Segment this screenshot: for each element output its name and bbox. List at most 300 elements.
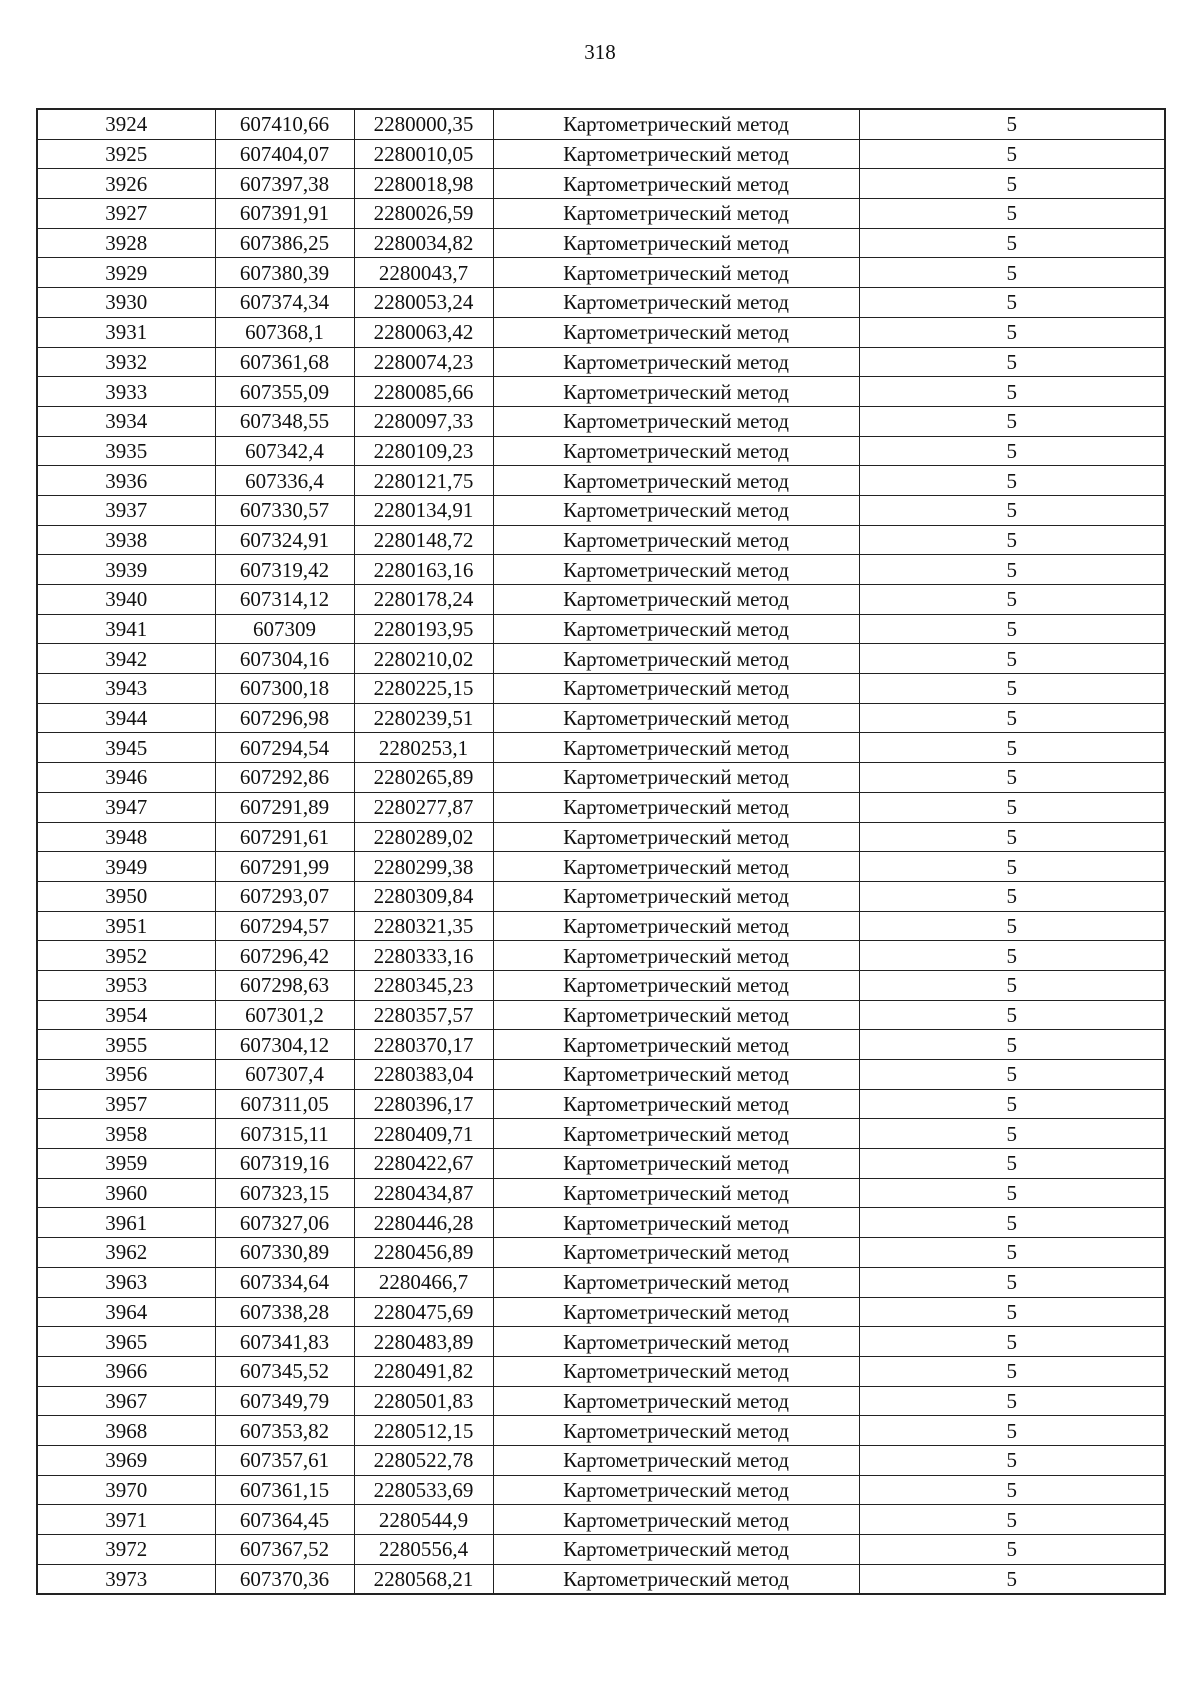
method-cell: Картометрический метод bbox=[493, 288, 859, 318]
accuracy-cell: 5 bbox=[859, 288, 1165, 318]
y-coordinate-cell: 2280321,35 bbox=[354, 911, 493, 941]
table-row bbox=[37, 1119, 1165, 1149]
y-coordinate-cell: 2280053,24 bbox=[354, 288, 493, 318]
table-row bbox=[37, 317, 1165, 347]
accuracy-cell: 5 bbox=[859, 585, 1165, 615]
y-coordinate-cell: 2280000,35 bbox=[354, 109, 493, 139]
table-row bbox=[37, 495, 1165, 525]
method-cell: Картометрический метод bbox=[493, 109, 859, 139]
table-row bbox=[37, 555, 1165, 585]
accuracy-cell: 5 bbox=[859, 1060, 1165, 1090]
y-coordinate-cell: 2280178,24 bbox=[354, 585, 493, 615]
accuracy-cell: 5 bbox=[859, 1564, 1165, 1594]
table-row bbox=[37, 258, 1165, 288]
point-number-cell: 3944 bbox=[37, 703, 215, 733]
point-number-cell: 3961 bbox=[37, 1208, 215, 1238]
accuracy-cell: 5 bbox=[859, 347, 1165, 377]
table-row bbox=[37, 674, 1165, 704]
table-row bbox=[37, 109, 1165, 139]
point-number-cell: 3932 bbox=[37, 347, 215, 377]
point-number-cell: 3952 bbox=[37, 941, 215, 971]
point-number-cell: 3972 bbox=[37, 1535, 215, 1565]
point-number-cell: 3954 bbox=[37, 1000, 215, 1030]
accuracy-cell: 5 bbox=[859, 1208, 1165, 1238]
x-coordinate-cell: 607348,55 bbox=[215, 406, 354, 436]
table-row bbox=[37, 1208, 1165, 1238]
y-coordinate-cell: 2280466,7 bbox=[354, 1267, 493, 1297]
point-number-cell: 3950 bbox=[37, 881, 215, 911]
accuracy-cell: 5 bbox=[859, 377, 1165, 407]
point-number-cell: 3939 bbox=[37, 555, 215, 585]
y-coordinate-cell: 2280121,75 bbox=[354, 466, 493, 496]
accuracy-cell: 5 bbox=[859, 1267, 1165, 1297]
point-number-cell: 3926 bbox=[37, 169, 215, 199]
accuracy-cell: 5 bbox=[859, 822, 1165, 852]
x-coordinate-cell: 607361,15 bbox=[215, 1475, 354, 1505]
x-coordinate-cell: 607380,39 bbox=[215, 258, 354, 288]
method-cell: Картометрический метод bbox=[493, 1238, 859, 1268]
method-cell: Картометрический метод bbox=[493, 941, 859, 971]
method-cell: Картометрический метод bbox=[493, 1060, 859, 1090]
table-row bbox=[37, 1089, 1165, 1119]
method-cell: Картометрический метод bbox=[493, 1475, 859, 1505]
table-row bbox=[37, 822, 1165, 852]
x-coordinate-cell: 607291,61 bbox=[215, 822, 354, 852]
y-coordinate-cell: 2280475,69 bbox=[354, 1297, 493, 1327]
method-cell: Картометрический метод bbox=[493, 495, 859, 525]
method-cell: Картометрический метод bbox=[493, 228, 859, 258]
method-cell: Картометрический метод bbox=[493, 1386, 859, 1416]
table-row bbox=[37, 1445, 1165, 1475]
point-number-cell: 3957 bbox=[37, 1089, 215, 1119]
table-row bbox=[37, 199, 1165, 229]
method-cell: Картометрический метод bbox=[493, 1356, 859, 1386]
y-coordinate-cell: 2280522,78 bbox=[354, 1445, 493, 1475]
x-coordinate-cell: 607370,36 bbox=[215, 1564, 354, 1594]
point-number-cell: 3965 bbox=[37, 1327, 215, 1357]
table-row bbox=[37, 1297, 1165, 1327]
y-coordinate-cell: 2280333,16 bbox=[354, 941, 493, 971]
x-coordinate-cell: 607294,54 bbox=[215, 733, 354, 763]
point-number-cell: 3966 bbox=[37, 1356, 215, 1386]
accuracy-cell: 5 bbox=[859, 614, 1165, 644]
method-cell: Картометрический метод bbox=[493, 1327, 859, 1357]
x-coordinate-cell: 607330,89 bbox=[215, 1238, 354, 1268]
accuracy-cell: 5 bbox=[859, 1416, 1165, 1446]
accuracy-cell: 5 bbox=[859, 763, 1165, 793]
method-cell: Картометрический метод bbox=[493, 763, 859, 793]
point-number-cell: 3943 bbox=[37, 674, 215, 704]
method-cell: Картометрический метод bbox=[493, 733, 859, 763]
point-number-cell: 3951 bbox=[37, 911, 215, 941]
method-cell: Картометрический метод bbox=[493, 317, 859, 347]
method-cell: Картометрический метод bbox=[493, 822, 859, 852]
accuracy-cell: 5 bbox=[859, 1386, 1165, 1416]
table-row bbox=[37, 970, 1165, 1000]
accuracy-cell: 5 bbox=[859, 228, 1165, 258]
point-number-cell: 3960 bbox=[37, 1178, 215, 1208]
table-row bbox=[37, 1149, 1165, 1179]
table-row bbox=[37, 1535, 1165, 1565]
method-cell: Картометрический метод bbox=[493, 555, 859, 585]
accuracy-cell: 5 bbox=[859, 199, 1165, 229]
accuracy-cell: 5 bbox=[859, 1356, 1165, 1386]
table-row bbox=[37, 1238, 1165, 1268]
x-coordinate-cell: 607307,4 bbox=[215, 1060, 354, 1090]
y-coordinate-cell: 2280396,17 bbox=[354, 1089, 493, 1119]
method-cell: Картометрический метод bbox=[493, 258, 859, 288]
x-coordinate-cell: 607291,89 bbox=[215, 792, 354, 822]
table-row bbox=[37, 733, 1165, 763]
x-coordinate-cell: 607338,28 bbox=[215, 1297, 354, 1327]
accuracy-cell: 5 bbox=[859, 555, 1165, 585]
y-coordinate-cell: 2280568,21 bbox=[354, 1564, 493, 1594]
x-coordinate-cell: 607336,4 bbox=[215, 466, 354, 496]
method-cell: Картометрический метод bbox=[493, 1416, 859, 1446]
point-number-cell: 3930 bbox=[37, 288, 215, 318]
point-number-cell: 3949 bbox=[37, 852, 215, 882]
table-row bbox=[37, 347, 1165, 377]
table-row bbox=[37, 1475, 1165, 1505]
point-number-cell: 3934 bbox=[37, 406, 215, 436]
y-coordinate-cell: 2280422,67 bbox=[354, 1149, 493, 1179]
table-row bbox=[37, 1060, 1165, 1090]
accuracy-cell: 5 bbox=[859, 1297, 1165, 1327]
method-cell: Картометрический метод bbox=[493, 792, 859, 822]
page-number: 318 bbox=[584, 40, 616, 64]
accuracy-cell: 5 bbox=[859, 911, 1165, 941]
point-number-cell: 3959 bbox=[37, 1149, 215, 1179]
point-number-cell: 3945 bbox=[37, 733, 215, 763]
point-number-cell: 3940 bbox=[37, 585, 215, 615]
x-coordinate-cell: 607311,05 bbox=[215, 1089, 354, 1119]
point-number-cell: 3956 bbox=[37, 1060, 215, 1090]
table-row bbox=[37, 1356, 1165, 1386]
method-cell: Картометрический метод bbox=[493, 1119, 859, 1149]
y-coordinate-cell: 2280456,89 bbox=[354, 1238, 493, 1268]
y-coordinate-cell: 2280299,38 bbox=[354, 852, 493, 882]
x-coordinate-cell: 607342,4 bbox=[215, 436, 354, 466]
y-coordinate-cell: 2280357,57 bbox=[354, 1000, 493, 1030]
table-row bbox=[37, 1030, 1165, 1060]
y-coordinate-cell: 2280265,89 bbox=[354, 763, 493, 793]
point-number-cell: 3928 bbox=[37, 228, 215, 258]
accuracy-cell: 5 bbox=[859, 258, 1165, 288]
y-coordinate-cell: 2280043,7 bbox=[354, 258, 493, 288]
point-number-cell: 3973 bbox=[37, 1564, 215, 1594]
method-cell: Картометрический метод bbox=[493, 199, 859, 229]
point-number-cell: 3935 bbox=[37, 436, 215, 466]
x-coordinate-cell: 607386,25 bbox=[215, 228, 354, 258]
table-row bbox=[37, 792, 1165, 822]
y-coordinate-cell: 2280026,59 bbox=[354, 199, 493, 229]
y-coordinate-cell: 2280148,72 bbox=[354, 525, 493, 555]
point-number-cell: 3946 bbox=[37, 763, 215, 793]
method-cell: Картометрический метод bbox=[493, 347, 859, 377]
accuracy-cell: 5 bbox=[859, 1089, 1165, 1119]
method-cell: Картометрический метод bbox=[493, 1208, 859, 1238]
point-number-cell: 3963 bbox=[37, 1267, 215, 1297]
table-row bbox=[37, 525, 1165, 555]
x-coordinate-cell: 607294,57 bbox=[215, 911, 354, 941]
method-cell: Картометрический метод bbox=[493, 1564, 859, 1594]
table-row bbox=[37, 614, 1165, 644]
y-coordinate-cell: 2280085,66 bbox=[354, 377, 493, 407]
accuracy-cell: 5 bbox=[859, 1327, 1165, 1357]
y-coordinate-cell: 2280383,04 bbox=[354, 1060, 493, 1090]
y-coordinate-cell: 2280309,84 bbox=[354, 881, 493, 911]
x-coordinate-cell: 607345,52 bbox=[215, 1356, 354, 1386]
x-coordinate-cell: 607330,57 bbox=[215, 495, 354, 525]
x-coordinate-cell: 607368,1 bbox=[215, 317, 354, 347]
accuracy-cell: 5 bbox=[859, 466, 1165, 496]
method-cell: Картометрический метод bbox=[493, 1267, 859, 1297]
y-coordinate-cell: 2280491,82 bbox=[354, 1356, 493, 1386]
accuracy-cell: 5 bbox=[859, 1030, 1165, 1060]
point-number-cell: 3937 bbox=[37, 495, 215, 525]
x-coordinate-cell: 607334,64 bbox=[215, 1267, 354, 1297]
method-cell: Картометрический метод bbox=[493, 1000, 859, 1030]
point-number-cell: 3929 bbox=[37, 258, 215, 288]
method-cell: Картометрический метод bbox=[493, 703, 859, 733]
x-coordinate-cell: 607315,11 bbox=[215, 1119, 354, 1149]
y-coordinate-cell: 2280370,17 bbox=[354, 1030, 493, 1060]
method-cell: Картометрический метод bbox=[493, 406, 859, 436]
y-coordinate-cell: 2280289,02 bbox=[354, 822, 493, 852]
table-row bbox=[37, 377, 1165, 407]
y-coordinate-cell: 2280074,23 bbox=[354, 347, 493, 377]
point-number-cell: 3938 bbox=[37, 525, 215, 555]
table-row bbox=[37, 585, 1165, 615]
method-cell: Картометрический метод bbox=[493, 139, 859, 169]
point-number-cell: 3962 bbox=[37, 1238, 215, 1268]
point-number-cell: 3964 bbox=[37, 1297, 215, 1327]
method-cell: Картометрический метод bbox=[493, 1445, 859, 1475]
method-cell: Картометрический метод bbox=[493, 1505, 859, 1535]
point-number-cell: 3967 bbox=[37, 1386, 215, 1416]
table-row bbox=[37, 644, 1165, 674]
accuracy-cell: 5 bbox=[859, 1238, 1165, 1268]
point-number-cell: 3970 bbox=[37, 1475, 215, 1505]
accuracy-cell: 5 bbox=[859, 139, 1165, 169]
table-row bbox=[37, 1267, 1165, 1297]
x-coordinate-cell: 607293,07 bbox=[215, 881, 354, 911]
table-row bbox=[37, 1000, 1165, 1030]
method-cell: Картометрический метод bbox=[493, 1297, 859, 1327]
method-cell: Картометрический метод bbox=[493, 970, 859, 1000]
x-coordinate-cell: 607353,82 bbox=[215, 1416, 354, 1446]
table-row bbox=[37, 139, 1165, 169]
accuracy-cell: 5 bbox=[859, 109, 1165, 139]
accuracy-cell: 5 bbox=[859, 733, 1165, 763]
y-coordinate-cell: 2280345,23 bbox=[354, 970, 493, 1000]
x-coordinate-cell: 607309 bbox=[215, 614, 354, 644]
table-row bbox=[37, 763, 1165, 793]
point-number-cell: 3955 bbox=[37, 1030, 215, 1060]
accuracy-cell: 5 bbox=[859, 1000, 1165, 1030]
y-coordinate-cell: 2280163,16 bbox=[354, 555, 493, 585]
table-row bbox=[37, 288, 1165, 318]
table-row bbox=[37, 703, 1165, 733]
x-coordinate-cell: 607397,38 bbox=[215, 169, 354, 199]
accuracy-cell: 5 bbox=[859, 1149, 1165, 1179]
method-cell: Картометрический метод bbox=[493, 881, 859, 911]
table-row bbox=[37, 1386, 1165, 1416]
x-coordinate-cell: 607374,34 bbox=[215, 288, 354, 318]
y-coordinate-cell: 2280010,05 bbox=[354, 139, 493, 169]
y-coordinate-cell: 2280034,82 bbox=[354, 228, 493, 258]
y-coordinate-cell: 2280483,89 bbox=[354, 1327, 493, 1357]
accuracy-cell: 5 bbox=[859, 852, 1165, 882]
method-cell: Картометрический метод bbox=[493, 674, 859, 704]
x-coordinate-cell: 607319,16 bbox=[215, 1149, 354, 1179]
table-row bbox=[37, 169, 1165, 199]
accuracy-cell: 5 bbox=[859, 169, 1165, 199]
accuracy-cell: 5 bbox=[859, 1535, 1165, 1565]
x-coordinate-cell: 607324,91 bbox=[215, 525, 354, 555]
accuracy-cell: 5 bbox=[859, 317, 1165, 347]
y-coordinate-cell: 2280446,28 bbox=[354, 1208, 493, 1238]
table-row bbox=[37, 1564, 1165, 1594]
accuracy-cell: 5 bbox=[859, 881, 1165, 911]
point-number-cell: 3936 bbox=[37, 466, 215, 496]
y-coordinate-cell: 2280544,9 bbox=[354, 1505, 493, 1535]
table-row bbox=[37, 1327, 1165, 1357]
x-coordinate-cell: 607292,86 bbox=[215, 763, 354, 793]
y-coordinate-cell: 2280409,71 bbox=[354, 1119, 493, 1149]
table-row bbox=[37, 911, 1165, 941]
accuracy-cell: 5 bbox=[859, 703, 1165, 733]
accuracy-cell: 5 bbox=[859, 674, 1165, 704]
accuracy-cell: 5 bbox=[859, 1445, 1165, 1475]
table-row bbox=[37, 941, 1165, 971]
table-row bbox=[37, 852, 1165, 882]
table-row bbox=[37, 1505, 1165, 1535]
table-row bbox=[37, 1178, 1165, 1208]
method-cell: Картометрический метод bbox=[493, 911, 859, 941]
table-row bbox=[37, 406, 1165, 436]
x-coordinate-cell: 607304,16 bbox=[215, 644, 354, 674]
y-coordinate-cell: 2280239,51 bbox=[354, 703, 493, 733]
point-number-cell: 3931 bbox=[37, 317, 215, 347]
table-row bbox=[37, 466, 1165, 496]
accuracy-cell: 5 bbox=[859, 406, 1165, 436]
accuracy-cell: 5 bbox=[859, 970, 1165, 1000]
accuracy-cell: 5 bbox=[859, 1505, 1165, 1535]
table-row bbox=[37, 436, 1165, 466]
point-number-cell: 3948 bbox=[37, 822, 215, 852]
y-coordinate-cell: 2280097,33 bbox=[354, 406, 493, 436]
point-number-cell: 3933 bbox=[37, 377, 215, 407]
method-cell: Картометрический метод bbox=[493, 377, 859, 407]
method-cell: Картометрический метод bbox=[493, 614, 859, 644]
accuracy-cell: 5 bbox=[859, 1119, 1165, 1149]
y-coordinate-cell: 2280210,02 bbox=[354, 644, 493, 674]
method-cell: Картометрический метод bbox=[493, 644, 859, 674]
x-coordinate-cell: 607364,45 bbox=[215, 1505, 354, 1535]
method-cell: Картометрический метод bbox=[493, 1149, 859, 1179]
x-coordinate-cell: 607300,18 bbox=[215, 674, 354, 704]
method-cell: Картометрический метод bbox=[493, 1178, 859, 1208]
y-coordinate-cell: 2280018,98 bbox=[354, 169, 493, 199]
x-coordinate-cell: 607355,09 bbox=[215, 377, 354, 407]
method-cell: Картометрический метод bbox=[493, 525, 859, 555]
y-coordinate-cell: 2280225,15 bbox=[354, 674, 493, 704]
coordinates-table-body bbox=[37, 109, 1165, 1594]
y-coordinate-cell: 2280193,95 bbox=[354, 614, 493, 644]
coordinates-table bbox=[36, 108, 1166, 1595]
point-number-cell: 3958 bbox=[37, 1119, 215, 1149]
x-coordinate-cell: 607314,12 bbox=[215, 585, 354, 615]
y-coordinate-cell: 2280063,42 bbox=[354, 317, 493, 347]
x-coordinate-cell: 607327,06 bbox=[215, 1208, 354, 1238]
accuracy-cell: 5 bbox=[859, 1178, 1165, 1208]
y-coordinate-cell: 2280501,83 bbox=[354, 1386, 493, 1416]
x-coordinate-cell: 607301,2 bbox=[215, 1000, 354, 1030]
table-row bbox=[37, 881, 1165, 911]
accuracy-cell: 5 bbox=[859, 436, 1165, 466]
point-number-cell: 3968 bbox=[37, 1416, 215, 1446]
x-coordinate-cell: 607291,99 bbox=[215, 852, 354, 882]
y-coordinate-cell: 2280277,87 bbox=[354, 792, 493, 822]
x-coordinate-cell: 607404,07 bbox=[215, 139, 354, 169]
x-coordinate-cell: 607357,61 bbox=[215, 1445, 354, 1475]
point-number-cell: 3947 bbox=[37, 792, 215, 822]
accuracy-cell: 5 bbox=[859, 1475, 1165, 1505]
method-cell: Картометрический метод bbox=[493, 585, 859, 615]
method-cell: Картометрический метод bbox=[493, 852, 859, 882]
accuracy-cell: 5 bbox=[859, 495, 1165, 525]
x-coordinate-cell: 607349,79 bbox=[215, 1386, 354, 1416]
method-cell: Картометрический метод bbox=[493, 1535, 859, 1565]
method-cell: Картометрический метод bbox=[493, 1089, 859, 1119]
point-number-cell: 3942 bbox=[37, 644, 215, 674]
point-number-cell: 3969 bbox=[37, 1445, 215, 1475]
y-coordinate-cell: 2280512,15 bbox=[354, 1416, 493, 1446]
x-coordinate-cell: 607296,42 bbox=[215, 941, 354, 971]
accuracy-cell: 5 bbox=[859, 525, 1165, 555]
method-cell: Картометрический метод bbox=[493, 1030, 859, 1060]
method-cell: Картометрический метод bbox=[493, 466, 859, 496]
accuracy-cell: 5 bbox=[859, 644, 1165, 674]
x-coordinate-cell: 607296,98 bbox=[215, 703, 354, 733]
y-coordinate-cell: 2280253,1 bbox=[354, 733, 493, 763]
y-coordinate-cell: 2280556,4 bbox=[354, 1535, 493, 1565]
y-coordinate-cell: 2280134,91 bbox=[354, 495, 493, 525]
x-coordinate-cell: 607391,91 bbox=[215, 199, 354, 229]
x-coordinate-cell: 607298,63 bbox=[215, 970, 354, 1000]
table-row bbox=[37, 1416, 1165, 1446]
y-coordinate-cell: 2280434,87 bbox=[354, 1178, 493, 1208]
accuracy-cell: 5 bbox=[859, 792, 1165, 822]
x-coordinate-cell: 607361,68 bbox=[215, 347, 354, 377]
point-number-cell: 3924 bbox=[37, 109, 215, 139]
x-coordinate-cell: 607323,15 bbox=[215, 1178, 354, 1208]
x-coordinate-cell: 607410,66 bbox=[215, 109, 354, 139]
table-row bbox=[37, 228, 1165, 258]
x-coordinate-cell: 607304,12 bbox=[215, 1030, 354, 1060]
point-number-cell: 3927 bbox=[37, 199, 215, 229]
accuracy-cell: 5 bbox=[859, 941, 1165, 971]
point-number-cell: 3941 bbox=[37, 614, 215, 644]
point-number-cell: 3971 bbox=[37, 1505, 215, 1535]
x-coordinate-cell: 607319,42 bbox=[215, 555, 354, 585]
y-coordinate-cell: 2280533,69 bbox=[354, 1475, 493, 1505]
method-cell: Картометрический метод bbox=[493, 169, 859, 199]
point-number-cell: 3953 bbox=[37, 970, 215, 1000]
y-coordinate-cell: 2280109,23 bbox=[354, 436, 493, 466]
x-coordinate-cell: 607367,52 bbox=[215, 1535, 354, 1565]
